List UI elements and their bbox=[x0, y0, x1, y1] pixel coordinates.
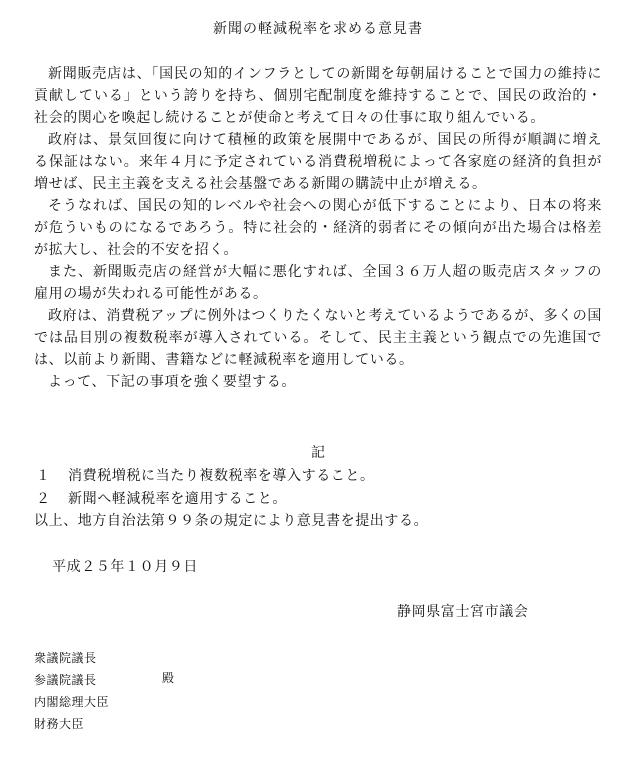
addressee-4: 財務大臣 bbox=[34, 717, 85, 731]
request-number: ２ bbox=[36, 491, 51, 507]
request-item-1 bbox=[34, 465, 375, 485]
paragraph-4: また、新聞販売店の経営が大幅に悪化すれば、全国３６万人超の販売店スタッフの雇用の場が失われる可能性がある。 bbox=[34, 264, 602, 302]
document-title: 新聞の軽減税率を求める意見書 bbox=[213, 21, 423, 37]
document-date: 平成２５年１０月９日 bbox=[52, 559, 198, 575]
addressee-list bbox=[34, 647, 109, 735]
paragraph-3: そうなれば、国民の知的レベルや社会への関心が低下することにより、日本の将来が危ういものになるであろう。特に社会的・経済的弱者にその傾向が出た場合は格差が拡大し、社会的不安を招く。 bbox=[34, 198, 602, 258]
assembly-name: 静岡県富士宮市議会 bbox=[397, 604, 529, 620]
paragraph-6: よって、下記の事項を強く要望する。 bbox=[48, 374, 296, 390]
closing-statement: 以上、地方自治法第９９条の規定により意見書を提出する。 bbox=[34, 513, 429, 529]
addressee-1: 衆議院議長 bbox=[34, 651, 97, 665]
request-text: 消費税増税に当たり複数税率を導入すること。 bbox=[68, 468, 375, 484]
paragraph-1: 新聞販売店は、「国民の知的インフラとしての新聞を毎朝届けることで国力の維持に貢献している」という誇りを持ち、個別宅配制度を維持することで、国民の政治的・社会的関心を喚起し続けることが使命と考えて日々の仕事に取り組んでいる。 bbox=[34, 66, 602, 126]
paragraph-2: 政府は、景気回復に向けて積極的政策を展開中であるが、国民の所得が順調に増える保証はない。来年４月に予定されている消費税増税によって各家庭の経済的負担が増せば、民主主義を支える社会基盤である新聞の購読中止が増える。 bbox=[34, 132, 602, 192]
ki-heading: 記 bbox=[311, 445, 325, 461]
addressee-2: 参議院議長 bbox=[34, 673, 97, 687]
request-item-2 bbox=[34, 488, 287, 508]
document-body bbox=[34, 63, 602, 393]
honorific-dono: 殿 bbox=[162, 671, 175, 685]
paragraph-5: 政府は、消費税アップに例外はつくりたくないと考えているようであるが、多くの国では品目別の複数税率が導入されている。そして、民主主義という観点での先進国では、以前より新聞、書籍などに軽減税率を適用している。 bbox=[34, 308, 602, 368]
request-number: １ bbox=[36, 468, 51, 484]
addressee-3: 内閣総理大臣 bbox=[34, 695, 110, 709]
request-text: 新聞へ軽減税率を適用すること。 bbox=[68, 491, 287, 507]
